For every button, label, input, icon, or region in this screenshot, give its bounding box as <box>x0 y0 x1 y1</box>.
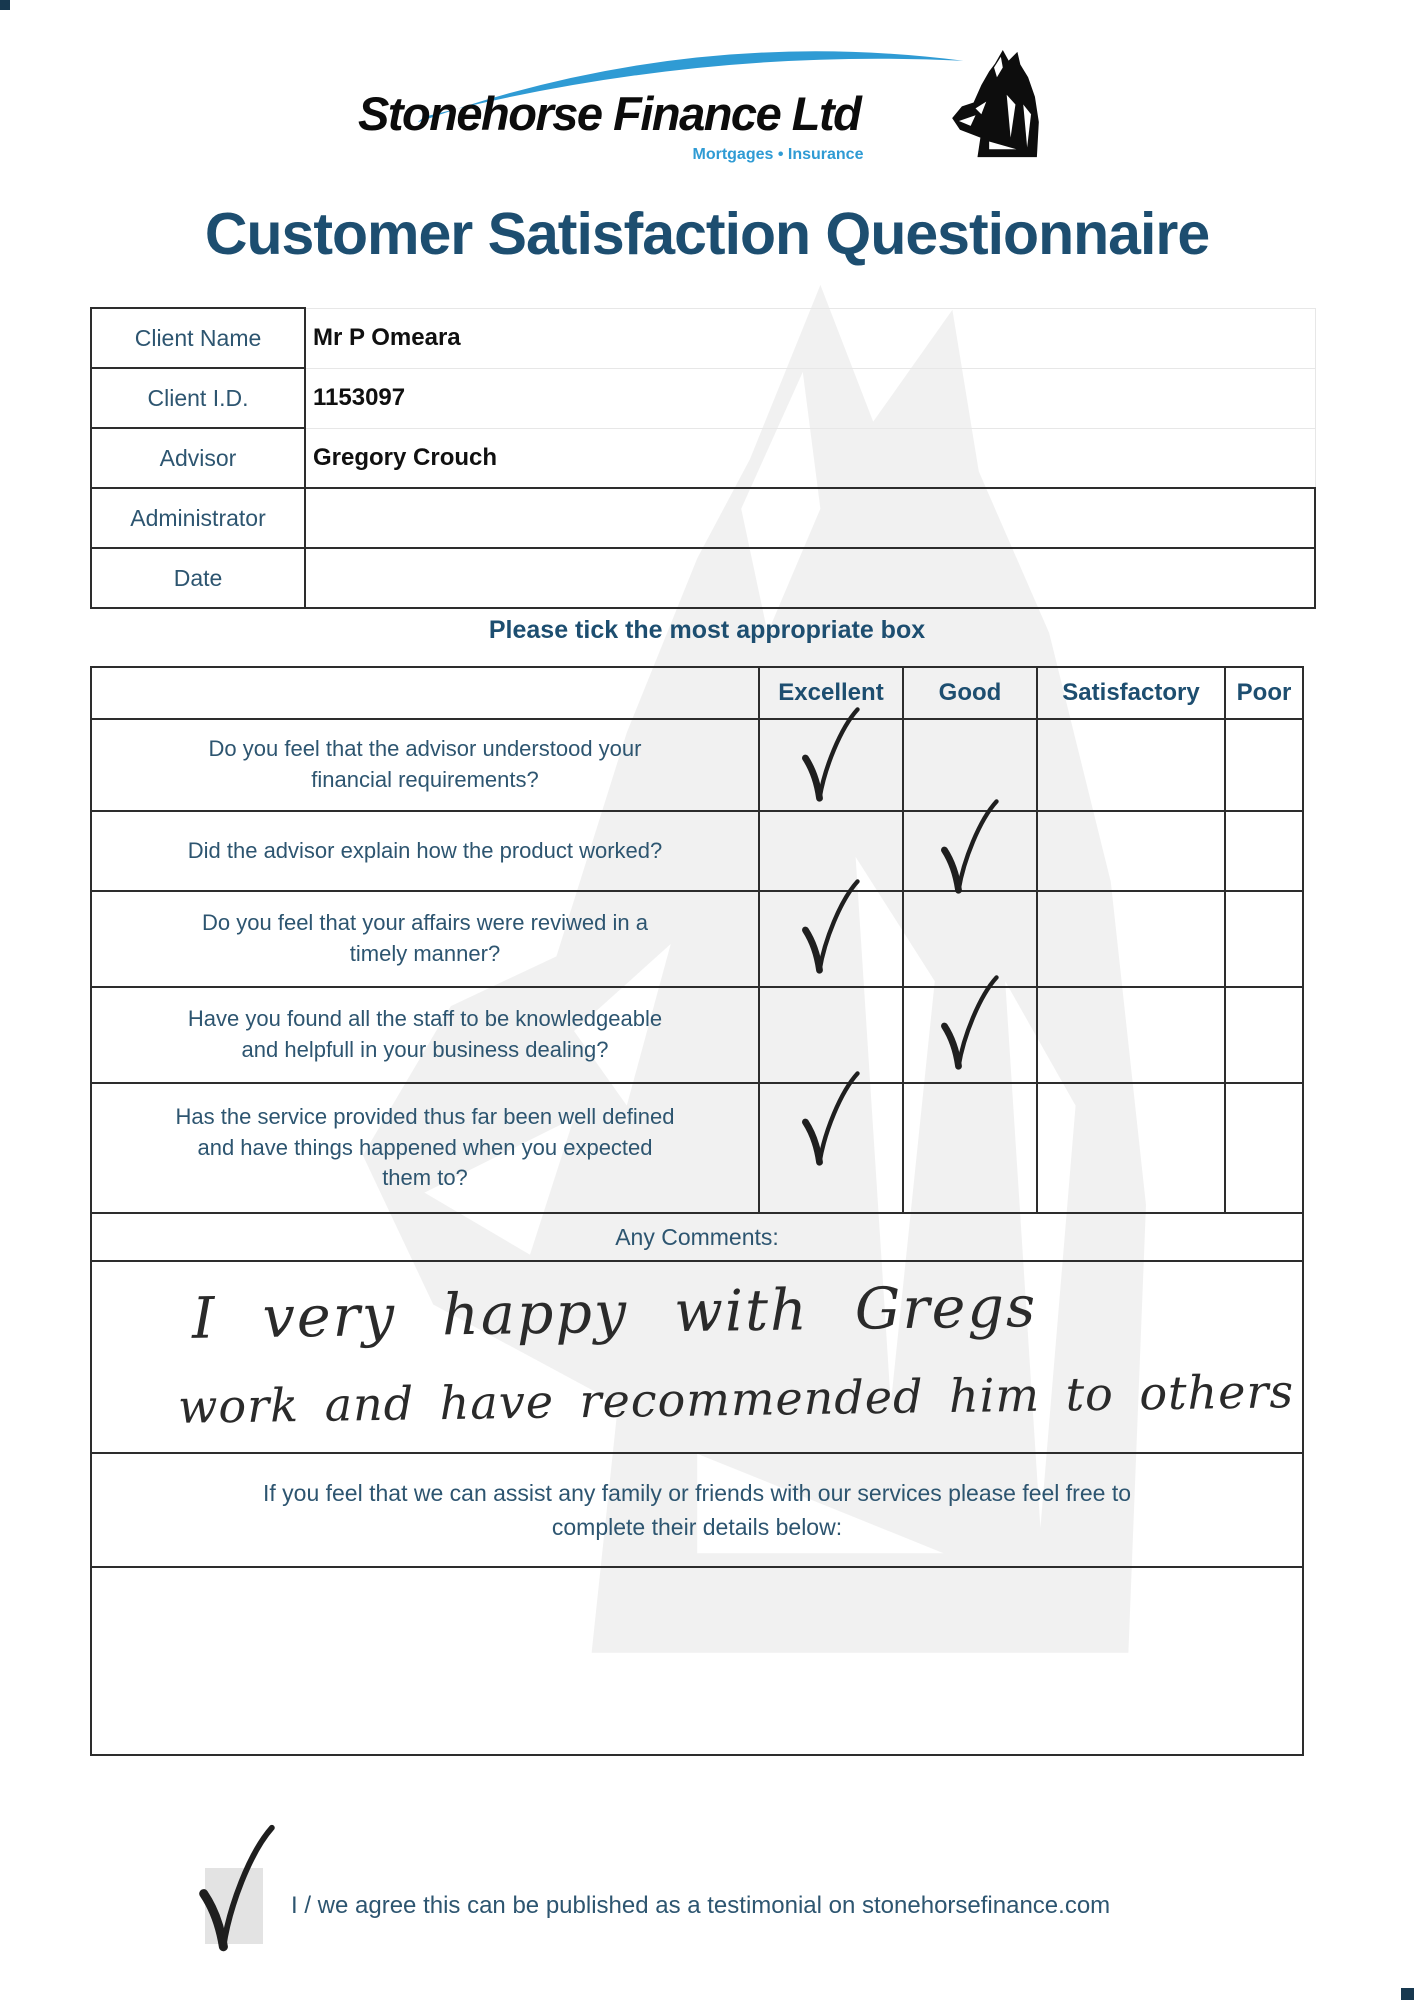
question-row <box>91 891 1303 987</box>
client-info-row <box>91 368 1315 428</box>
tick-mark-icon <box>797 1067 863 1171</box>
client-info-rows <box>91 308 1315 608</box>
client-info-value: Mr P Omeara <box>305 308 1315 368</box>
question-cell: Do you feel that the advisor understood your financial requirements? <box>91 719 759 811</box>
question-rows-container <box>91 667 1303 1755</box>
client-info-row <box>91 548 1315 608</box>
logo-tagline: Mortgages • Insurance <box>692 146 864 163</box>
rating-header-satisfactory: Satisfactory <box>1037 667 1225 719</box>
logo-company-name: Stonehorse Finance Ltd <box>358 87 861 140</box>
comments-label-row <box>91 1213 1303 1261</box>
question-cell: Have you found all the staff to be knowledgeable and helpfull in your business dealing? <box>91 987 759 1083</box>
rating-cell-good <box>903 811 1037 891</box>
consent-section <box>205 1868 1110 1944</box>
tick-mark-icon <box>797 875 863 979</box>
tick-instruction: Please tick the most appropriate box <box>488 616 926 644</box>
client-info-label: Client Name <box>91 308 305 368</box>
comments-box <box>91 1261 1303 1453</box>
rating-cell-satisfactory <box>1037 987 1225 1083</box>
consent-checkbox <box>205 1868 263 1944</box>
client-info-label: Date <box>91 548 305 608</box>
question-cell: Do you feel that your affairs were reviwed in a timely manner? <box>91 891 759 987</box>
horse-head-icon <box>946 48 1044 160</box>
tick-mark-icon <box>936 971 1002 1075</box>
rating-cell-good <box>903 1083 1037 1213</box>
client-info-row <box>91 428 1315 488</box>
tick-mark-icon <box>192 1821 280 1956</box>
referral-prompt: If you feel that we can assist any family or friends with our services please feel free to complete their details below: <box>91 1453 1303 1567</box>
rating-header-good: Good <box>903 667 1037 719</box>
tick-mark-icon <box>936 795 1002 899</box>
questionnaire-table <box>90 666 1304 1756</box>
rating-cell-poor <box>1225 1083 1303 1213</box>
referral-details-box <box>91 1567 1303 1755</box>
rating-cell-satisfactory <box>1037 1083 1225 1213</box>
rating-cell-poor <box>1225 987 1303 1083</box>
client-info-value <box>305 548 1315 608</box>
comments-box-row <box>91 1261 1303 1453</box>
question-cell: Has the service provided thus far been well defined and have things happened when you expected them to? <box>91 1083 759 1213</box>
rating-cell-poor <box>1225 811 1303 891</box>
client-info-row <box>91 308 1315 368</box>
rating-cell-excellent <box>759 719 903 811</box>
question-row <box>91 987 1303 1083</box>
rating-cell-excellent <box>759 1083 903 1213</box>
corner-mark-bottom-right <box>1401 1988 1414 2000</box>
rating-header-excellent: Excellent <box>759 667 903 719</box>
rating-cell-poor <box>1225 719 1303 811</box>
corner-mark-top-left <box>0 0 10 10</box>
rating-cell-satisfactory <box>1037 719 1225 811</box>
question-cell: Did the advisor explain how the product worked? <box>91 811 759 891</box>
page-title: Customer Satisfaction Questionnaire <box>204 201 1210 267</box>
client-info-label: Administrator <box>91 488 305 548</box>
question-row <box>91 811 1303 891</box>
client-info-label: Client I.D. <box>91 368 305 428</box>
referral-details-row <box>91 1567 1303 1755</box>
client-info-label: Advisor <box>91 428 305 488</box>
client-info-value <box>305 488 1315 548</box>
handwritten-comment-line2: work and have recommended him to others <box>177 1364 1295 1434</box>
client-info-value: Gregory Crouch <box>305 428 1315 488</box>
tick-mark-icon <box>797 703 863 807</box>
referral-row <box>91 1453 1303 1567</box>
question-row <box>91 1083 1303 1213</box>
client-info-row <box>91 488 1315 548</box>
consent-label: I / we agree this can be published as a testimonial on stonehorsefinance.com <box>291 1892 1111 1919</box>
question-row <box>91 719 1303 811</box>
rating-cell-good <box>903 987 1037 1083</box>
rating-header-poor: Poor <box>1225 667 1303 719</box>
rating-header-row <box>91 667 1303 719</box>
rating-cell-poor <box>1225 891 1303 987</box>
client-info-value: 1153097 <box>305 368 1315 428</box>
rating-cell-satisfactory <box>1037 811 1225 891</box>
comments-label: Any Comments: <box>91 1213 1303 1261</box>
rating-cell-excellent <box>759 891 903 987</box>
question-header-cell <box>91 667 759 719</box>
rating-cell-satisfactory <box>1037 891 1225 987</box>
handwritten-comment-line1: I very happy with Gregs <box>191 1274 1038 1352</box>
company-logo <box>358 48 1070 164</box>
client-info-table <box>90 307 1316 609</box>
